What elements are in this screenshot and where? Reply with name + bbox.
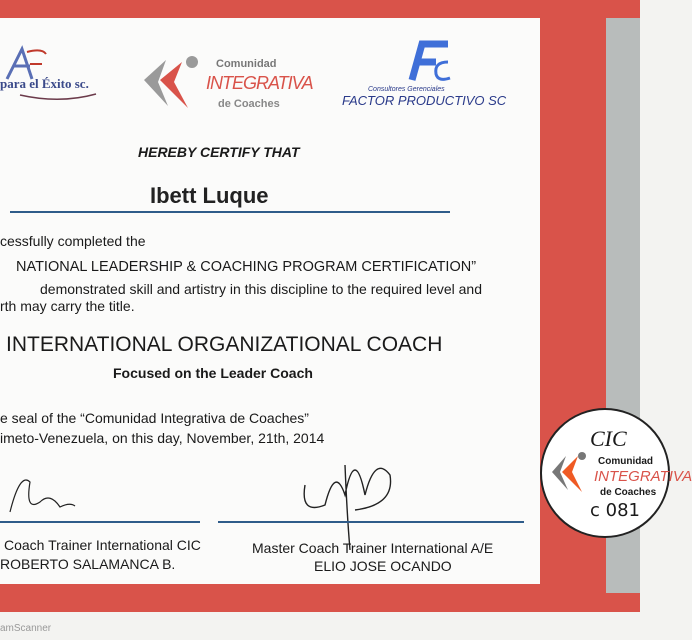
signature-line-2 [218,521,524,523]
signature-line-1 [0,521,200,523]
certify-heading: HEREBY CERTIFY THAT [138,144,300,160]
seal-chevrons-icon [550,450,590,494]
signer-1-role: Coach Trainer International CIC [4,537,201,553]
signer-1-name: ROBERTO SALAMANCA B. [0,556,176,572]
signer-2-role: Master Coach Trainer International A/E [252,540,494,556]
cic-chevrons-icon [140,52,204,112]
certificate-subtitle: Focused on the Leader Coach [113,365,313,381]
signer-2-name: ELIO JOSE OCANDO [314,558,452,574]
scanner-watermark: amScanner [0,623,52,634]
recipient-name: Ibett Luque [150,183,269,208]
body-line-4: rth may carry the title. [0,298,135,314]
cic-seal: CIC Comunidad INTEGRATIVA de Coaches c 081 [540,408,670,538]
program-name: NATIONAL LEADERSHIP & COACHING PROGRAM CERTIFICATION” [16,259,477,275]
signature-2-icon [295,425,405,555]
signature-1-icon [0,462,80,522]
seal-line-1: e seal of the “Comunidad Integrativa de Coaches” [0,410,309,426]
body-line-1: cessfully completed the [0,233,146,249]
seal-line-2: imeto-Venezuela, on this day, November, 21th, 2014 [0,430,325,446]
certificate-title: INTERNATIONAL ORGANIZATIONAL COACH [6,333,443,356]
fc-logo-icon [398,40,458,86]
name-underline [10,211,450,213]
swoosh-icon [20,92,100,104]
body-line-3: demonstrated skill and artistry in this discipline to the required level and [40,281,483,297]
